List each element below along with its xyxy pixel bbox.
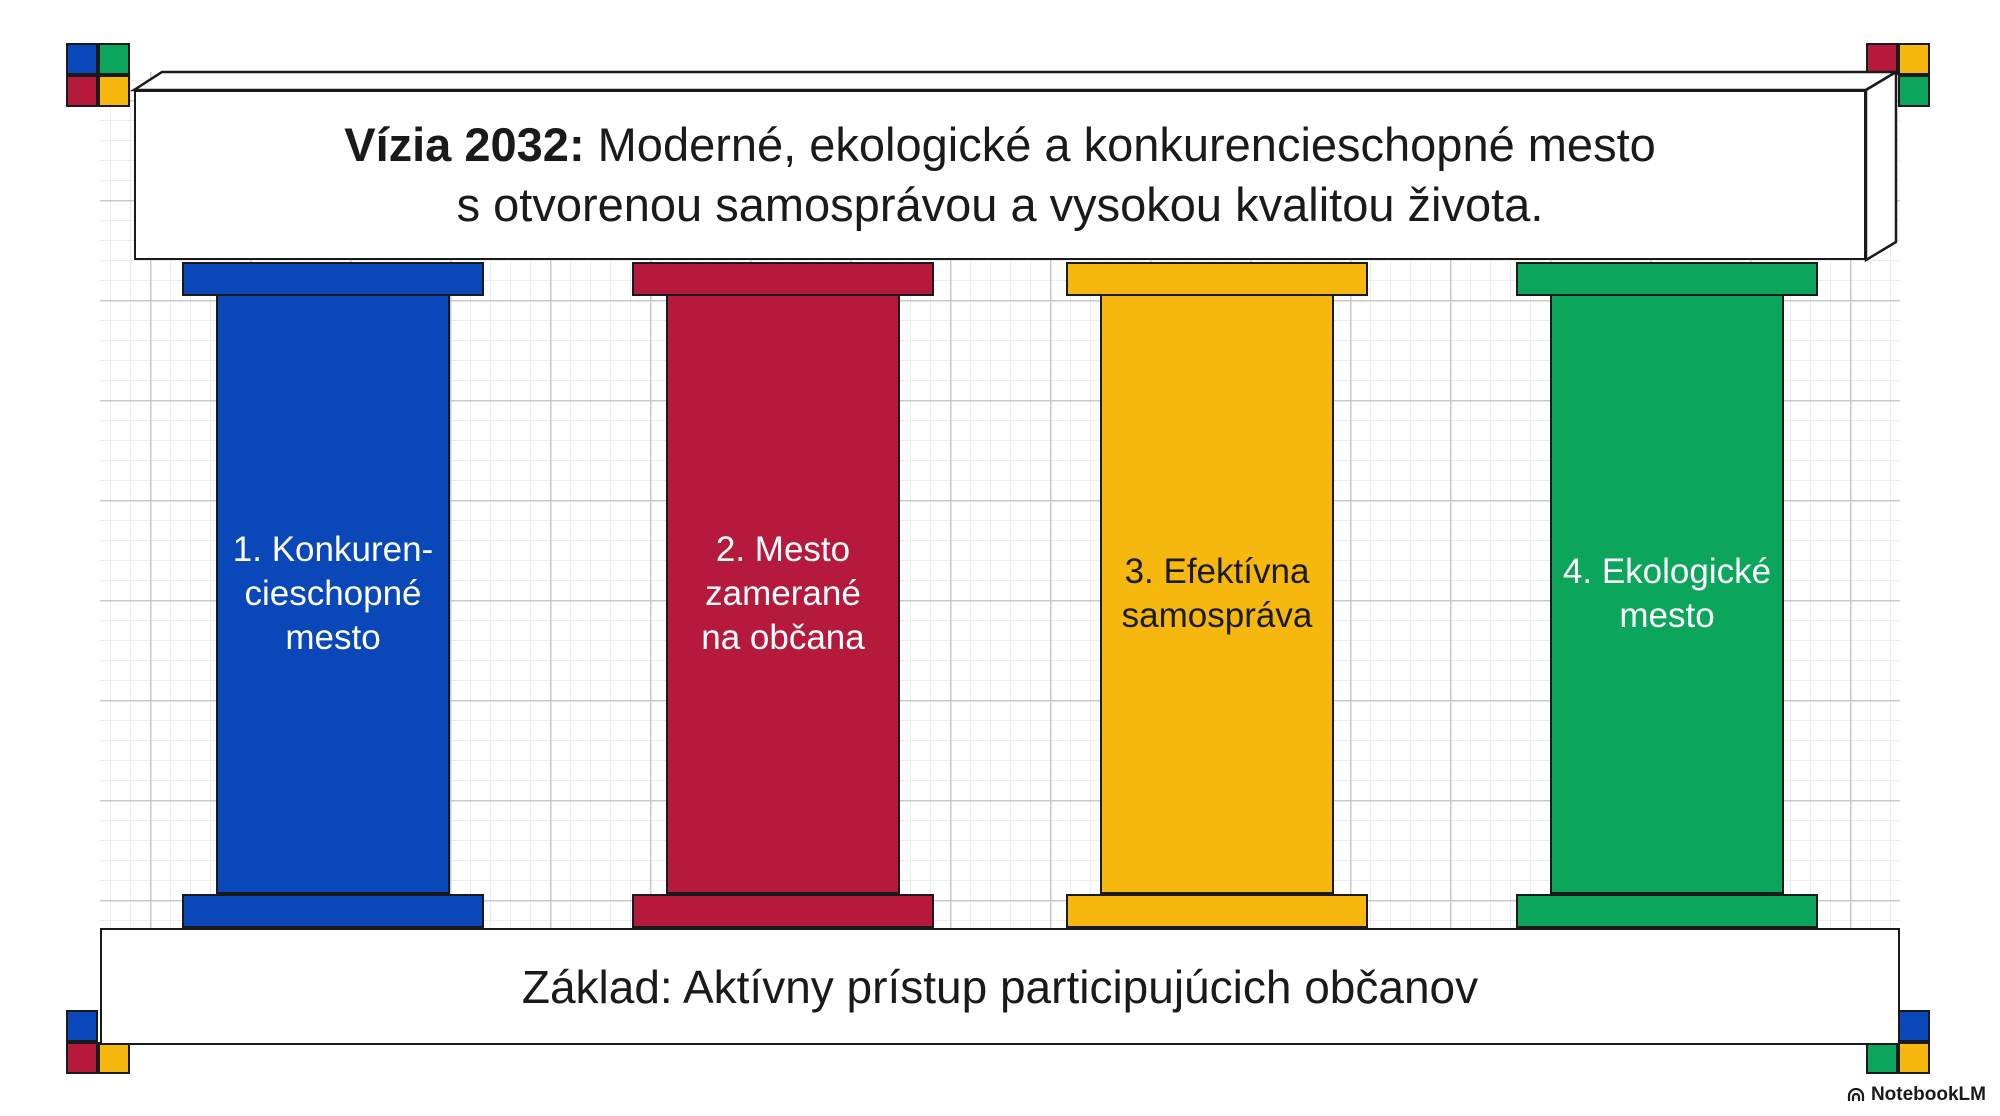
vision-title-board [134,90,1866,260]
pillar-cap [1516,262,1818,296]
pillar-shaft [1550,294,1784,894]
pillar-base [1516,894,1818,928]
pillar-label: 3. Efektívna samospráva [1121,552,1313,635]
pillar-base [1066,894,1368,928]
notebooklm-logo-icon [1847,1088,1865,1102]
pillar-2 [632,262,934,928]
brand-label: NotebookLM [1870,1084,1986,1105]
pillar-base [632,894,934,928]
foundation-label: Základ: Aktívny prístup participujúcich občanov [521,960,1479,1013]
pillar-4 [1516,262,1818,928]
pillar-shaft [666,294,900,894]
vision-title-line-1: Vízia 2032: Moderné, ekologické a konkurencieschopné mesto [344,118,1656,171]
pillar-cap [632,262,934,296]
pillar-shaft [216,294,450,894]
pillar-shaft [1100,294,1334,894]
pillar-cap [1066,262,1368,296]
pillar-label: 4. Ekologické mesto [1562,552,1772,635]
pillar-cap [182,262,484,296]
vision-title-line-2: s otvorenou samosprávou a vysokou kvalitou života. [456,178,1544,231]
pillar-base [182,894,484,928]
pillar-label: 1. Konkuren- cieschopné mesto [232,530,434,657]
pillar-1 [182,262,484,928]
foundation-base [100,928,1900,1045]
notebooklm-watermark [1847,1084,1986,1106]
pillar-3 [1066,262,1368,928]
pillar-label: 2. Mesto zamerané na občana [701,530,865,657]
